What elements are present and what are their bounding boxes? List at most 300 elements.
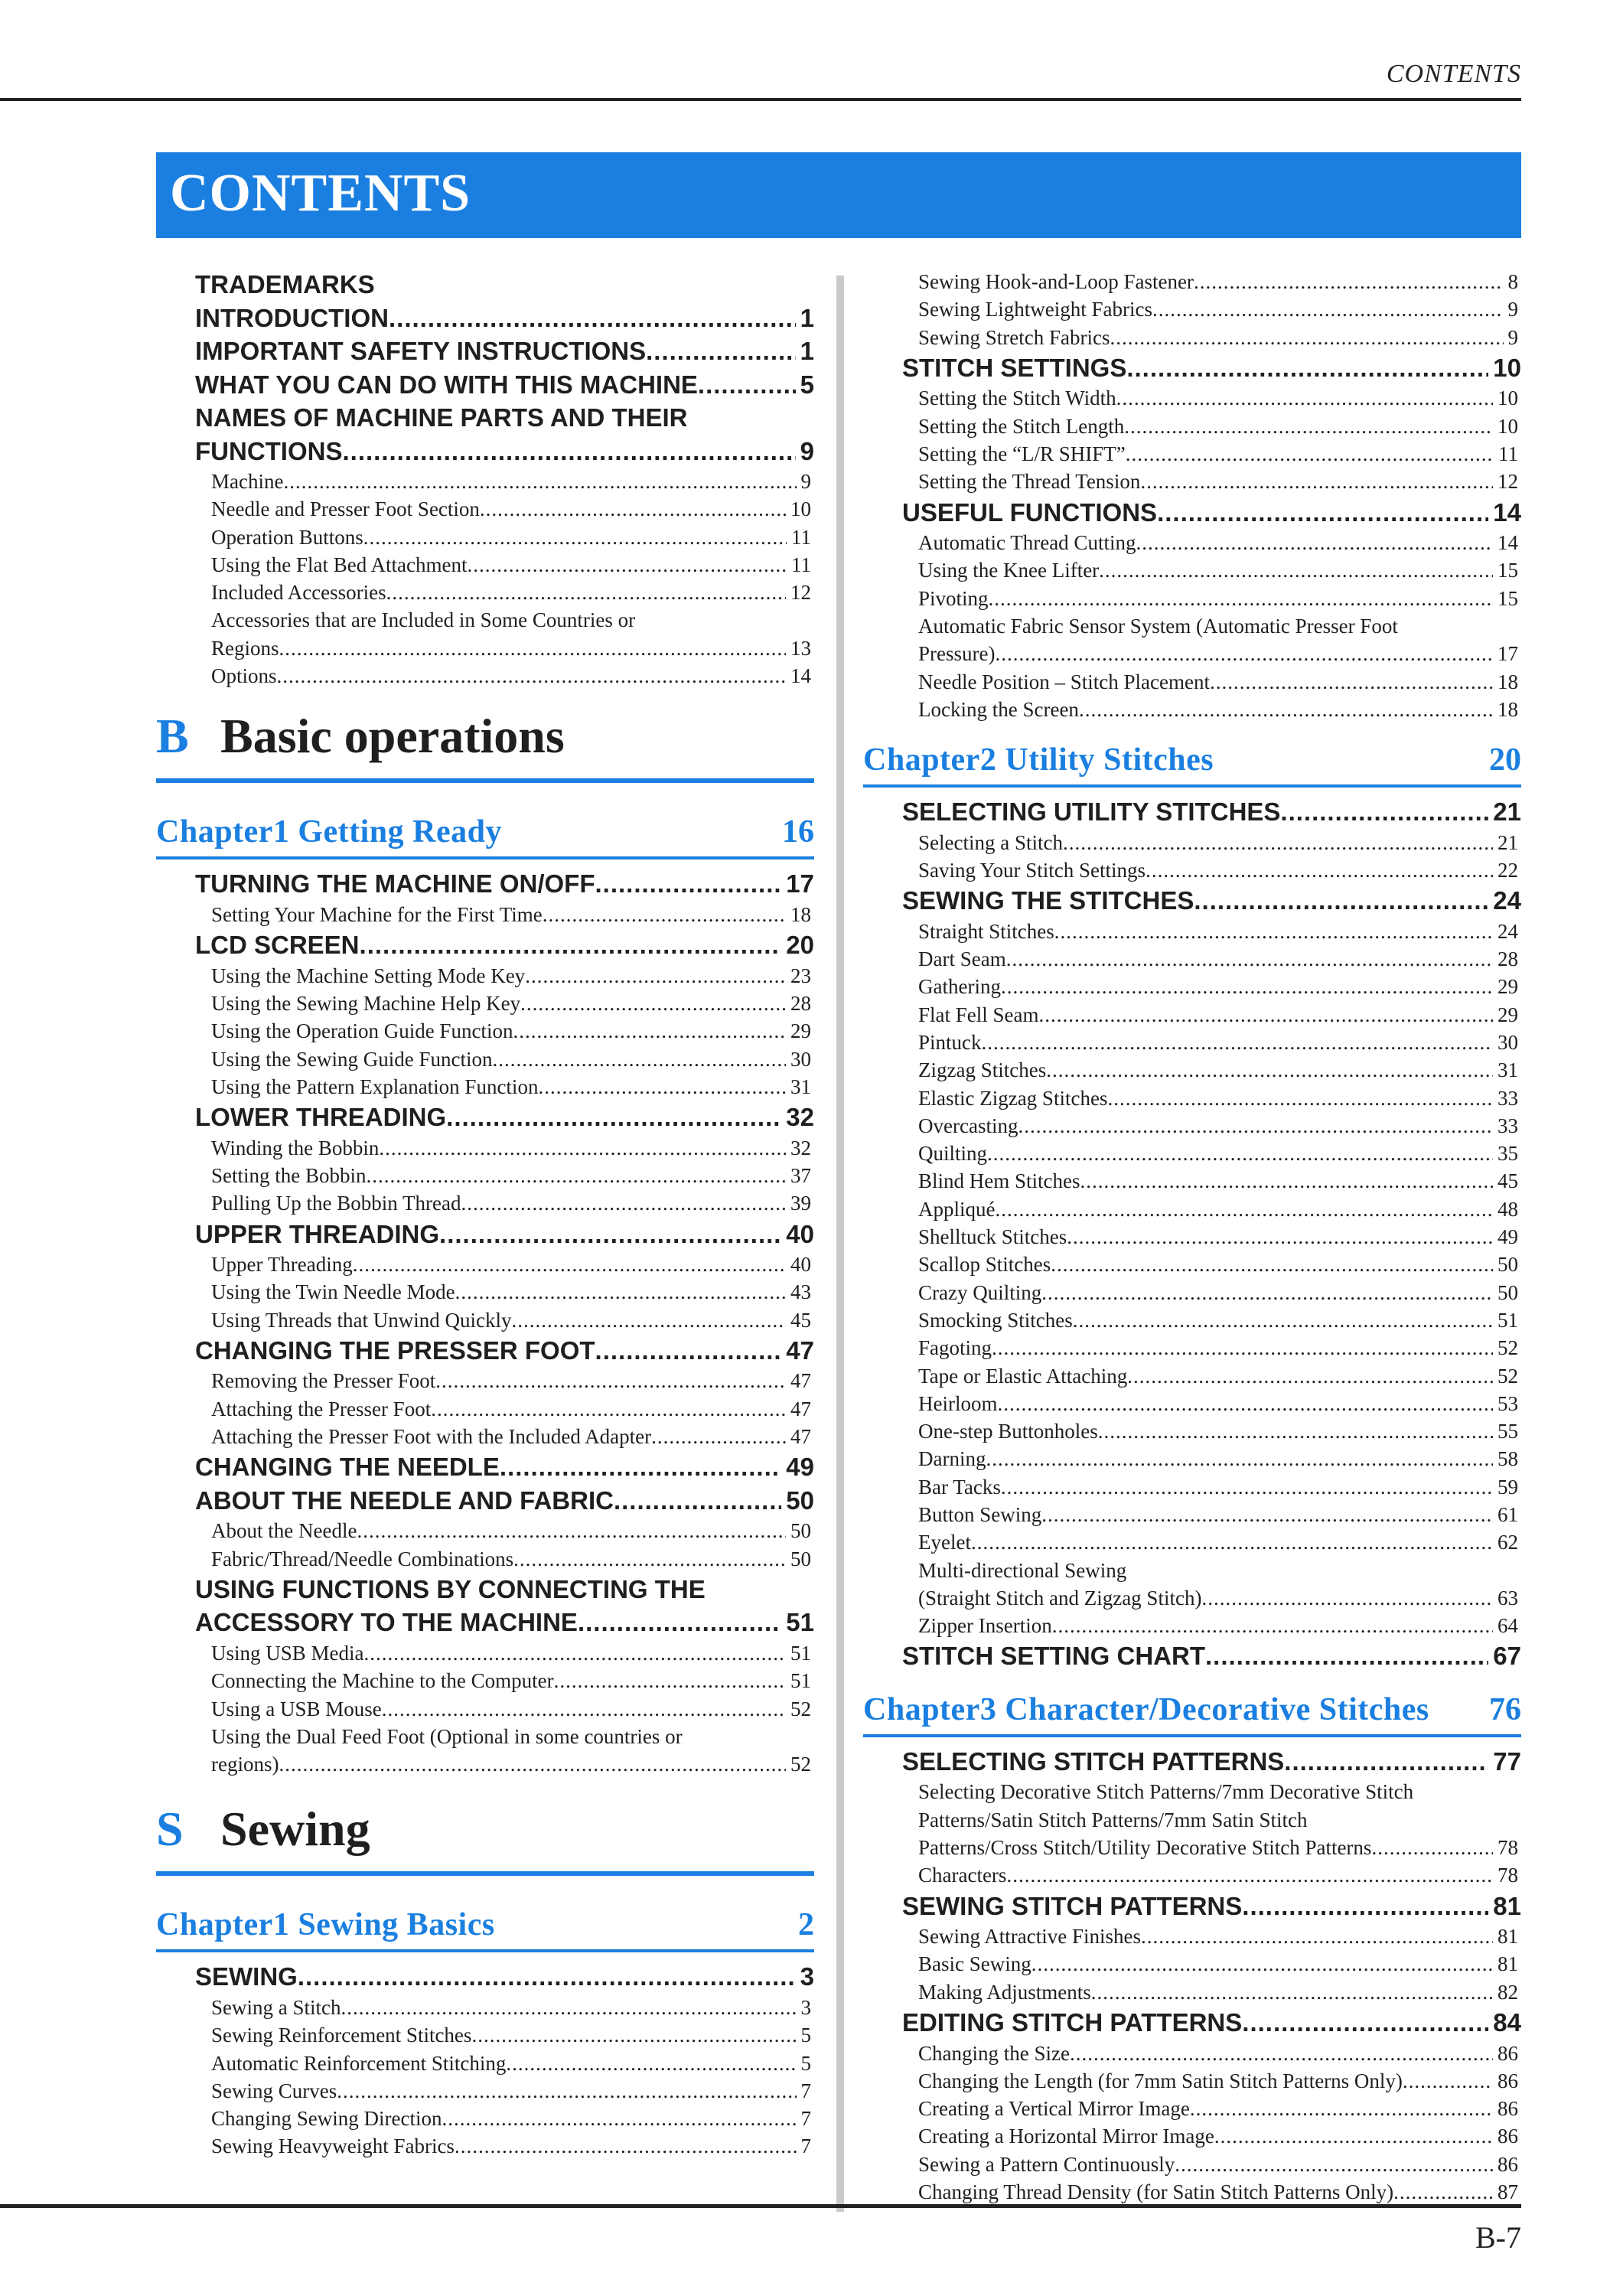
- entry-page: 86: [1498, 2069, 1518, 2092]
- toc-sub-entry[interactable]: [156, 1545, 814, 1573]
- toc-sub-entry[interactable]: [863, 268, 1521, 295]
- entry-title: Quilting: [918, 1142, 988, 1166]
- entry-page: 29: [1498, 975, 1518, 999]
- entry-title: Characters: [918, 1864, 1007, 1887]
- toc-sub-entry[interactable]: [863, 1251, 1521, 1278]
- toc-sub-entry[interactable]: [863, 856, 1521, 884]
- dot-leader: [1393, 2178, 1493, 2206]
- toc-sub-entry[interactable]: [156, 1994, 814, 2021]
- dot-leader: [511, 1306, 786, 1334]
- toc-sub-entry[interactable]: [863, 2151, 1521, 2178]
- toc-sub-entry[interactable]: [156, 523, 814, 551]
- toc-sub-entry[interactable]: [156, 1367, 814, 1394]
- entry-page: 86: [1498, 2152, 1518, 2176]
- toc-sub-entry[interactable]: [863, 556, 1521, 584]
- entry-page: 15: [1498, 586, 1518, 610]
- toc-main-entry[interactable]: [156, 1960, 814, 1994]
- dot-leader: [1116, 384, 1493, 412]
- chapter-heading[interactable]: [863, 742, 1521, 788]
- entry-page: 47: [790, 1397, 811, 1420]
- dot-leader: [520, 990, 786, 1017]
- chapter-page: 76: [1489, 1691, 1521, 1727]
- dot-leader: [996, 1195, 1494, 1223]
- entry-title: Setting the Stitch Width: [918, 386, 1116, 410]
- toc-sub-entry[interactable]: [863, 413, 1521, 440]
- entry-title: Attaching the Presser Foot: [211, 1397, 432, 1420]
- toc-sub-entry[interactable]: Accessories that are Included in Some Countries or: [211, 608, 636, 632]
- entry-page: 3: [800, 1995, 811, 2019]
- entry-title: Changing the Size: [918, 2041, 1070, 2065]
- toc-sub-entry[interactable]: [156, 579, 814, 606]
- dot-leader: [461, 1189, 786, 1217]
- toc-sub-entry[interactable]: [863, 668, 1521, 696]
- dot-leader: [1051, 1251, 1493, 1278]
- footer-rule: [0, 2204, 1521, 2208]
- entry-title: Smocking Stitches: [918, 1308, 1073, 1332]
- dot-leader: [987, 1140, 1493, 1167]
- entry-title: Crazy Quilting: [918, 1280, 1042, 1304]
- part-title: Basic operations: [220, 709, 565, 764]
- entry-title: (Straight Stitch and Zigzag Stitch): [918, 1586, 1202, 1609]
- entry-title: Upper Threading: [211, 1253, 353, 1277]
- toc-sub-entry[interactable]: [156, 2077, 814, 2105]
- toc-sub-entry[interactable]: [156, 1639, 814, 1667]
- toc-sub-entry[interactable]: [863, 1584, 1521, 1612]
- contents-banner: [156, 152, 1521, 238]
- toc-sub-entry[interactable]: [863, 384, 1521, 412]
- dot-leader: [353, 1251, 786, 1278]
- dot-leader: [1046, 1056, 1493, 1084]
- dot-leader: [1052, 1612, 1493, 1639]
- toc-sub-entry[interactable]: [156, 2105, 814, 2132]
- entry-page: 14: [1498, 531, 1518, 555]
- dot-leader: [1194, 268, 1504, 295]
- toc-main-entry[interactable]: [863, 1745, 1521, 1779]
- toc-main-entry[interactable]: [156, 928, 814, 962]
- entry-page: 59: [1498, 1475, 1518, 1499]
- entry-page: 51: [786, 1608, 814, 1637]
- toc-sub-entry[interactable]: [156, 901, 814, 928]
- toc-sub-entry[interactable]: [863, 640, 1521, 667]
- toc-sub-entry[interactable]: [863, 295, 1521, 323]
- toc-sub-entry[interactable]: [863, 829, 1521, 856]
- entry-title: Setting the “L/R SHIFT”: [918, 442, 1126, 465]
- toc-sub-entry[interactable]: [863, 2040, 1521, 2067]
- chapter-page: 2: [798, 1907, 814, 1943]
- entry-page: 78: [1498, 1836, 1518, 1860]
- dot-leader: [1031, 1950, 1493, 1978]
- toc-main-entry[interactable]: [863, 1890, 1521, 1923]
- chapter-heading[interactable]: [156, 814, 814, 859]
- dot-leader: [997, 1390, 1493, 1417]
- toc-main-entry[interactable]: [156, 1484, 814, 1518]
- chapter-entries: [156, 1960, 814, 2160]
- entry-title: Using the Sewing Guide Function: [211, 1047, 493, 1071]
- entry-title: Setting the Bobbin: [211, 1163, 367, 1187]
- entry-page: 49: [786, 1453, 814, 1482]
- toc-sub-entry[interactable]: [863, 1362, 1521, 1390]
- toc-sub-entry[interactable]: [156, 1306, 814, 1334]
- left-column: [156, 268, 814, 2161]
- toc-sub-entry[interactable]: [863, 1056, 1521, 1084]
- entry-title: Using the Sewing Machine Help Key: [211, 991, 521, 1015]
- entry-title: SEWING STITCH PATTERNS: [902, 1891, 1243, 1920]
- entry-title: Straight Stitches: [918, 919, 1054, 943]
- dot-leader: [1194, 884, 1488, 918]
- entry-title: Sewing a Stitch: [211, 1995, 341, 2019]
- entry-title: Sewing Lightweight Fabrics: [918, 298, 1152, 321]
- toc-sub-entry[interactable]: [156, 1189, 814, 1217]
- toc-sub-entry[interactable]: [156, 1395, 814, 1423]
- entry-title: UPPER THREADING: [195, 1219, 440, 1248]
- entry-page: 8: [1507, 270, 1518, 293]
- dot-leader: [500, 1450, 781, 1484]
- dot-leader: [492, 1045, 786, 1073]
- entry-title: LCD SCREEN: [195, 931, 360, 960]
- entry-title: Darning: [918, 1447, 986, 1471]
- entry-title: Using USB Media: [211, 1641, 364, 1665]
- toc-sub-entry[interactable]: [863, 1279, 1521, 1306]
- entry-page: 78: [1498, 1864, 1518, 1887]
- toc-main-entry[interactable]: [156, 867, 814, 901]
- toc-sub-entry[interactable]: [863, 1140, 1521, 1167]
- entry-title: Zigzag Stitches: [918, 1058, 1047, 1082]
- entry-title: Using the Pattern Explanation Function: [211, 1075, 539, 1098]
- dot-leader: [455, 2132, 797, 2160]
- toc-sub-entry[interactable]: [156, 662, 814, 690]
- dot-leader: [435, 1367, 786, 1394]
- dot-leader: [279, 1750, 786, 1778]
- entry-title: Automatic Thread Cutting: [918, 531, 1136, 555]
- toc-main-entry[interactable]: [863, 795, 1521, 829]
- entry-title: Bar Tacks: [918, 1475, 1001, 1499]
- toc-sub-entry[interactable]: [156, 1073, 814, 1101]
- entry-page: 32: [786, 1103, 814, 1132]
- entry-page: 37: [790, 1163, 811, 1187]
- chapter-heading[interactable]: [156, 1906, 814, 1952]
- entry-page: 52: [1498, 1336, 1518, 1360]
- dot-leader: [471, 2021, 796, 2049]
- toc-sub-entry[interactable]: [863, 1950, 1521, 1978]
- entry-page: 84: [1493, 2008, 1521, 2037]
- toc-sub-entry[interactable]: [863, 1029, 1521, 1056]
- entry-title: LOWER THREADING: [195, 1103, 447, 1132]
- dot-leader: [506, 2050, 796, 2077]
- toc-sub-entry[interactable]: [863, 1001, 1521, 1029]
- toc-main-entry[interactable]: [863, 496, 1521, 530]
- entry-page: 18: [1498, 697, 1518, 721]
- entry-title: IMPORTANT SAFETY INSTRUCTIONS: [195, 337, 647, 365]
- entry-page: 51: [790, 1669, 811, 1693]
- dot-leader: [379, 1134, 786, 1162]
- chapter-heading[interactable]: [863, 1691, 1521, 1737]
- entry-title: About the Needle: [211, 1519, 357, 1543]
- toc-sub-entry[interactable]: [863, 1861, 1521, 1889]
- toc-sub-entry[interactable]: [156, 1045, 814, 1073]
- toc-sub-entry[interactable]: [863, 2122, 1521, 2150]
- toc-sub-entry[interactable]: [863, 945, 1521, 973]
- entry-page: 45: [790, 1308, 811, 1332]
- toc-sub-entry[interactable]: [156, 1423, 814, 1450]
- toc-main-entry[interactable]: [863, 351, 1521, 385]
- dot-leader: [1371, 1834, 1493, 1861]
- entry-page: 10: [1498, 386, 1518, 410]
- toc-sub-entry[interactable]: Using the Dual Feed Foot (Optional in some countries or: [211, 1724, 683, 1748]
- dot-leader: [1124, 413, 1493, 440]
- toc-sub-entry[interactable]: [863, 1473, 1521, 1501]
- dot-leader: [1284, 1745, 1488, 1779]
- toc-sub-entry[interactable]: [863, 1084, 1521, 1112]
- entry-title: Needle and Presser Foot Section: [211, 497, 480, 521]
- entry-title: Using a USB Mouse: [211, 1697, 382, 1720]
- right-column: [863, 268, 1521, 2206]
- entry-page: 17: [1498, 642, 1518, 666]
- toc-sub-entry[interactable]: [863, 1528, 1521, 1556]
- dot-leader: [467, 551, 787, 579]
- toc-sub-entry[interactable]: [863, 1612, 1521, 1639]
- toc-main-entry[interactable]: TRADEMARKS: [195, 270, 375, 298]
- entry-page: 22: [1498, 858, 1518, 882]
- dot-leader: [1067, 1223, 1493, 1251]
- entry-page: 20: [786, 931, 814, 960]
- toc-sub-entry[interactable]: [863, 529, 1521, 556]
- toc-main-entry[interactable]: [156, 1334, 814, 1368]
- entry-page: 30: [1498, 1030, 1518, 1054]
- toc-sub-entry[interactable]: [863, 1112, 1521, 1140]
- dot-leader: [1152, 295, 1504, 323]
- entry-page: 21: [1493, 797, 1521, 827]
- entry-title: Scallop Stitches: [918, 1253, 1051, 1277]
- entry-page: 15: [1498, 559, 1518, 582]
- banner-title: CONTENTS: [170, 164, 471, 223]
- toc-main-entry[interactable]: [156, 1218, 814, 1251]
- toc-main-entry[interactable]: [863, 1639, 1521, 1673]
- entry-page: 17: [786, 869, 814, 899]
- entry-title: Sewing Hook-and-Loop Fastener: [918, 270, 1194, 293]
- entry-title: Changing the Length (for 7mm Satin Stitch Patterns Only): [918, 2069, 1403, 2092]
- chapter-label: Chapter1 Sewing Basics: [156, 1907, 495, 1943]
- entry-title: EDITING STITCH PATTERNS: [902, 2008, 1243, 2037]
- dot-leader: [341, 1994, 797, 2021]
- toc-sub-entry[interactable]: [863, 2095, 1521, 2122]
- dot-leader: [971, 1528, 1493, 1556]
- entry-page: 23: [790, 964, 811, 987]
- toc-sub-entry[interactable]: [863, 2067, 1521, 2095]
- entry-title: Winding the Bobbin: [211, 1136, 380, 1159]
- entry-title: Pulling Up the Bobbin Thread: [211, 1192, 461, 1215]
- dot-leader: [367, 1162, 787, 1189]
- entry-title: Regions: [211, 636, 279, 660]
- toc-sub-entry[interactable]: [863, 1223, 1521, 1251]
- dot-leader: [1001, 1473, 1493, 1501]
- dot-leader: [1070, 2040, 1493, 2067]
- entry-page: 45: [1498, 1169, 1518, 1193]
- toc-sub-entry[interactable]: [863, 918, 1521, 945]
- toc-sub-entry[interactable]: [863, 1501, 1521, 1528]
- toc-sub-entry[interactable]: [156, 1667, 814, 1694]
- dot-leader: [982, 1029, 1493, 1056]
- entry-title: SELECTING STITCH PATTERNS: [902, 1746, 1285, 1776]
- chapter-label: Chapter3 Character/Decorative Stitches: [863, 1691, 1429, 1727]
- entry-title: SEWING: [195, 1962, 298, 1991]
- entry-title: Using the Knee Lifter: [918, 559, 1100, 582]
- dot-leader: [277, 662, 786, 690]
- dot-leader: [554, 1667, 786, 1694]
- toc-sub-entry[interactable]: [156, 1517, 814, 1544]
- toc-sub-entry[interactable]: [863, 1834, 1521, 1861]
- entry-page: 9: [1507, 298, 1518, 321]
- toc-sub-entry[interactable]: [863, 1334, 1521, 1362]
- entry-page: 3: [800, 1962, 814, 1991]
- part-heading-s: [156, 1801, 814, 1876]
- dot-leader: [1242, 2006, 1488, 2040]
- entry-title: Using the Flat Bed Attachment: [211, 553, 468, 576]
- chapter-entries: [863, 795, 1521, 1673]
- toc-sub-entry[interactable]: [863, 1167, 1521, 1195]
- entry-title: Saving Your Stitch Settings: [918, 858, 1146, 882]
- entry-page: 47: [790, 1425, 811, 1449]
- toc-sub-entry[interactable]: [863, 1390, 1521, 1417]
- dot-leader: [1098, 1417, 1493, 1445]
- toc-sub-entry[interactable]: [156, 1278, 814, 1306]
- dot-leader: [525, 962, 786, 990]
- dot-leader: [1403, 2067, 1493, 2095]
- toc-sub-entry[interactable]: [863, 1445, 1521, 1473]
- toc-sub-entry[interactable]: [156, 2021, 814, 2049]
- toc-sub-entry[interactable]: [863, 585, 1521, 612]
- entry-page: 32: [790, 1136, 811, 1159]
- dot-leader: [1242, 1890, 1488, 1923]
- entry-page: 55: [1498, 1420, 1518, 1443]
- entry-title: Tape or Elastic Attaching: [918, 1364, 1128, 1388]
- toc-main-entry[interactable]: USING FUNCTIONS BY CONNECTING THE: [195, 1574, 706, 1603]
- toc-main-entry[interactable]: [156, 302, 814, 335]
- entry-page: 53: [1498, 1391, 1518, 1415]
- toc-sub-entry[interactable]: Automatic Fabric Sensor System (Automatic Presser Foot: [918, 614, 1398, 638]
- dot-leader: [298, 1960, 796, 1994]
- entry-page: 67: [1493, 1642, 1521, 1671]
- dot-leader: [543, 901, 786, 928]
- entry-title: Pivoting: [918, 586, 989, 610]
- entry-title: Making Adjustments: [918, 1980, 1091, 2004]
- dot-leader: [992, 1334, 1493, 1362]
- toc-sub-entry[interactable]: [156, 1134, 814, 1162]
- entry-page: 81: [1498, 1925, 1518, 1949]
- dot-leader: [1018, 1112, 1493, 1140]
- toc-sub-entry[interactable]: Selecting Decorative Stitch Patterns/7mm Decorative Stitch: [918, 1780, 1414, 1804]
- toc-sub-entry[interactable]: [156, 1695, 814, 1723]
- entry-title: Setting the Stitch Length: [918, 414, 1125, 438]
- toc-sub-entry[interactable]: [863, 1417, 1521, 1445]
- entry-title: Blind Hem Stitches: [918, 1169, 1080, 1193]
- entry-page: 87: [1498, 2180, 1518, 2204]
- entry-page: 50: [1498, 1280, 1518, 1304]
- toc-sub-entry[interactable]: [863, 1306, 1521, 1334]
- toc-main-entry[interactable]: [863, 2006, 1521, 2040]
- entry-page: 62: [1498, 1531, 1518, 1554]
- entry-title: INTRODUCTION: [195, 303, 389, 332]
- toc-sub-entry[interactable]: [156, 1017, 814, 1045]
- dot-leader: [513, 1017, 786, 1045]
- toc-sub-entry[interactable]: [863, 2178, 1521, 2206]
- toc-sub-entry[interactable]: [156, 634, 814, 662]
- toc-sub-entry[interactable]: [863, 1195, 1521, 1223]
- entry-page: 9: [1507, 325, 1518, 349]
- toc-main-entry[interactable]: NAMES OF MACHINE PARTS AND THEIR: [195, 403, 688, 432]
- dot-leader: [1041, 1501, 1493, 1528]
- toc-main-entry[interactable]: [156, 1101, 814, 1134]
- toc-sub-entry[interactable]: Multi-directional Sewing: [918, 1558, 1127, 1582]
- toc-main-entry[interactable]: [156, 334, 814, 368]
- toc-sub-entry[interactable]: [156, 2132, 814, 2160]
- entry-title: Overcasting: [918, 1114, 1018, 1137]
- dot-leader: [1190, 2095, 1493, 2122]
- dot-leader: [1140, 468, 1493, 495]
- dot-leader: [1214, 2122, 1493, 2150]
- toc-main-entry[interactable]: [863, 884, 1521, 918]
- dot-leader: [1136, 529, 1493, 556]
- entry-title: Removing the Presser Foot: [211, 1369, 436, 1393]
- toc-sub-entry[interactable]: [863, 696, 1521, 723]
- chapter-label: Chapter2 Utility Stitches: [863, 742, 1214, 778]
- toc-sub-entry[interactable]: [863, 1923, 1521, 1950]
- toc-sub-entry[interactable]: [863, 440, 1521, 468]
- toc-sub-entry[interactable]: [156, 2050, 814, 2077]
- dot-leader: [1107, 1084, 1493, 1112]
- toc-sub-entry[interactable]: [863, 468, 1521, 495]
- dot-leader: [442, 2105, 796, 2132]
- toc-main-entry[interactable]: [156, 435, 814, 468]
- entry-title: Elastic Zigzag Stitches: [918, 1086, 1108, 1110]
- entry-title: regions): [211, 1753, 279, 1776]
- toc-sub-entry[interactable]: [156, 495, 814, 523]
- toc-main-entry[interactable]: [156, 1450, 814, 1484]
- toc-sub-entry[interactable]: [156, 962, 814, 990]
- toc-sub-entry[interactable]: [156, 1251, 814, 1278]
- toc-sub-entry[interactable]: Patterns/Satin Stitch Patterns/7mm Satin Stitch: [918, 1808, 1308, 1831]
- entry-title: Eyelet: [918, 1531, 971, 1554]
- entry-page: 10: [790, 497, 811, 521]
- entry-page: 30: [790, 1047, 811, 1071]
- toc-sub-entry[interactable]: [156, 1750, 814, 1778]
- toc-sub-entry[interactable]: [863, 973, 1521, 1000]
- entry-title: Using Threads that Unwind Quickly: [211, 1308, 512, 1332]
- chapter-entries: [156, 867, 814, 1778]
- toc-sub-entry[interactable]: [156, 468, 814, 495]
- dot-leader: [1126, 440, 1494, 468]
- toc-sub-entry[interactable]: [156, 551, 814, 579]
- entry-title: Setting the Thread Tension: [918, 470, 1141, 494]
- toc-sub-entry[interactable]: [156, 990, 814, 1017]
- entry-page: 7: [800, 2079, 811, 2102]
- entry-title: Using the Operation Guide Function: [211, 1019, 513, 1043]
- entry-page: 63: [1498, 1586, 1518, 1609]
- toc-sub-entry[interactable]: [156, 1162, 814, 1189]
- entry-title: Appliqué: [918, 1197, 996, 1221]
- toc-main-entry[interactable]: [156, 368, 814, 402]
- dot-leader: [446, 1101, 781, 1134]
- entry-title: Creating a Vertical Mirror Image: [918, 2097, 1190, 2121]
- toc-sub-entry[interactable]: [863, 324, 1521, 351]
- dot-leader: [1201, 1584, 1493, 1612]
- toc-main-entry[interactable]: [156, 1606, 814, 1639]
- entry-page: 64: [1498, 1614, 1518, 1638]
- entry-page: 40: [786, 1219, 814, 1248]
- entry-title: Included Accessories: [211, 581, 386, 605]
- toc-sub-entry[interactable]: [863, 1978, 1521, 2006]
- chapter-label: Chapter1 Getting Ready: [156, 814, 502, 850]
- dot-leader: [578, 1606, 781, 1639]
